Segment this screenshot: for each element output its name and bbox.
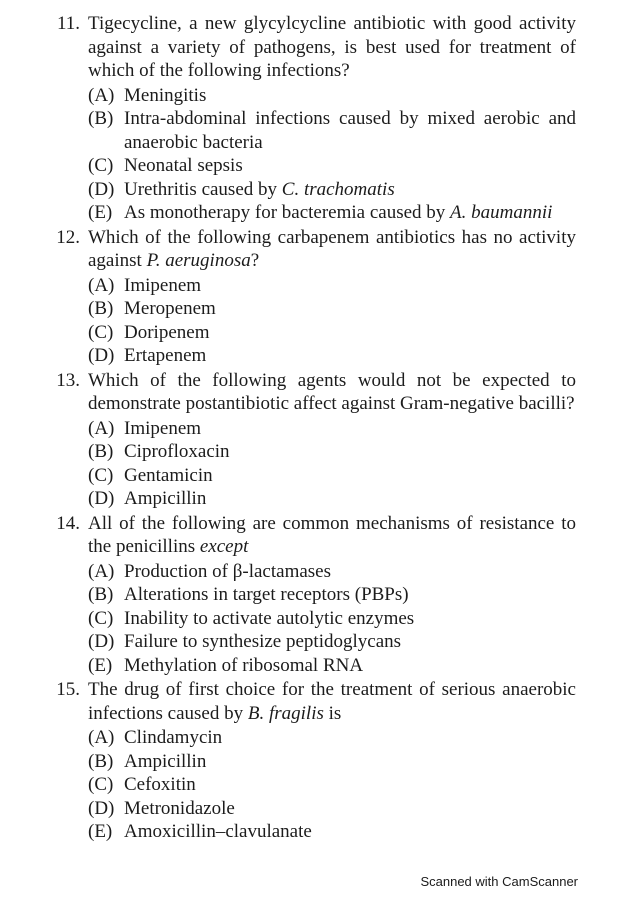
option-text-part: Neonatal sepsis	[124, 155, 243, 176]
answer-option	[88, 726, 638, 750]
option-text	[124, 726, 576, 750]
option-list	[0, 84, 638, 225]
camscanner-watermark: Scanned with CamScanner	[420, 874, 578, 889]
option-text	[124, 107, 576, 154]
answer-option	[88, 440, 638, 464]
option-text	[124, 750, 576, 774]
option-label: (C)	[88, 464, 114, 486]
answer-option	[88, 107, 638, 154]
stem-text: is	[323, 702, 342, 724]
question-14	[0, 512, 638, 678]
question-stem-row	[0, 512, 638, 559]
answer-option	[88, 344, 638, 368]
option-label: (B)	[88, 584, 114, 605]
option-text-part: Gentamicin	[124, 464, 213, 486]
question-page	[0, 12, 638, 845]
question-stem	[88, 678, 576, 725]
option-text-part: Metronidazole	[124, 797, 235, 819]
option-text-part: Production of β-lactamases	[124, 560, 331, 582]
italic-term: except	[199, 536, 249, 557]
question-list	[0, 12, 638, 844]
option-label: (B)	[88, 108, 114, 129]
option-text	[124, 583, 576, 607]
option-text	[124, 417, 576, 441]
option-text-part: Meningitis	[124, 84, 207, 106]
option-text	[124, 440, 576, 464]
answer-option	[88, 820, 638, 844]
answer-option	[88, 607, 638, 631]
option-text-part: Intra-abdominal infections caused by mixed aerobic and anaerobic bacteria	[124, 108, 576, 153]
option-text-part: Clindamycin	[124, 727, 223, 748]
option-label: (A)	[88, 560, 115, 582]
question-stem-row	[0, 226, 638, 273]
option-label: (E)	[88, 654, 113, 676]
answer-option	[88, 654, 638, 678]
option-text-part: Ertapenem	[124, 345, 207, 366]
option-label: (C)	[88, 155, 114, 176]
option-label: (C)	[88, 321, 114, 343]
option-text-part: Alterations in target receptors (PBPs)	[124, 584, 409, 605]
option-list	[0, 726, 638, 844]
stem-text: ?	[250, 250, 260, 271]
stem-text: Which of the following agents would not be expected to demonstrate postantibiotic affect against Gram-negative bacilli?	[88, 369, 576, 414]
answer-option	[88, 321, 638, 345]
question-stem	[88, 369, 576, 416]
option-label: (A)	[88, 274, 115, 296]
italic-term: P. aeruginosa	[146, 250, 251, 271]
option-text	[124, 487, 576, 511]
option-label: (A)	[88, 84, 115, 106]
answer-option	[88, 274, 638, 298]
option-label: (B)	[88, 441, 114, 462]
option-text-part: Inability to activate autolytic enzymes	[124, 607, 415, 629]
option-text	[124, 84, 576, 108]
option-label: (B)	[88, 298, 114, 319]
answer-option	[88, 417, 638, 441]
option-label: (D)	[88, 488, 115, 509]
option-label: (E)	[88, 202, 113, 223]
option-text	[124, 344, 576, 368]
option-label: (E)	[88, 821, 113, 842]
answer-option	[88, 560, 638, 584]
italic-term: C. trachomatis	[281, 178, 395, 200]
option-text	[124, 297, 576, 321]
option-label: (A)	[88, 417, 115, 439]
option-text-part: As monotherapy for bacteremia caused by	[124, 202, 451, 223]
question-number: 14.	[56, 512, 80, 534]
option-text-part: Urethritis caused by	[124, 178, 282, 200]
option-label: (B)	[88, 750, 114, 772]
answer-option	[88, 773, 638, 797]
answer-option	[88, 201, 638, 225]
answer-option	[88, 797, 638, 821]
question-stem-row	[0, 369, 638, 416]
option-label: (C)	[88, 774, 114, 795]
option-text	[124, 274, 576, 298]
option-text-part: Meropenem	[124, 298, 216, 319]
option-text	[124, 797, 576, 821]
option-label: (A)	[88, 727, 115, 748]
option-text	[124, 178, 576, 202]
answer-option	[88, 154, 638, 178]
option-text	[124, 820, 576, 844]
option-text-part: Failure to synthesize peptidoglycans	[124, 631, 402, 652]
answer-option	[88, 630, 638, 654]
option-text-part: Doripenem	[124, 321, 210, 343]
option-label: (D)	[88, 178, 115, 200]
stem-text: All of the following are common mechanisms of resistance to the penicillins	[88, 512, 576, 557]
answer-option	[88, 84, 638, 108]
option-text	[124, 630, 576, 654]
answer-option	[88, 750, 638, 774]
option-list	[0, 274, 638, 368]
option-text-part: Ampicillin	[124, 488, 207, 509]
stem-text: The drug of first choice for the treatment of serious anaerobic infections caused by	[88, 679, 576, 724]
question-number: 11.	[56, 13, 80, 34]
question-15	[0, 678, 638, 844]
option-list	[0, 417, 638, 511]
option-text-part: Imipenem	[124, 417, 202, 439]
option-text-part: Methylation of ribosomal RNA	[124, 654, 364, 676]
question-stem	[88, 512, 576, 559]
option-text-part: Ciprofloxacin	[124, 441, 230, 462]
italic-term: B. fragilis	[247, 702, 324, 724]
option-list	[0, 560, 638, 678]
option-text	[124, 321, 576, 345]
answer-option	[88, 487, 638, 511]
question-number: 15.	[56, 679, 80, 700]
question-stem-row	[0, 678, 638, 725]
option-text	[124, 464, 576, 488]
option-text-part: Amoxicillin–clavulanate	[124, 821, 312, 842]
option-label: (D)	[88, 797, 115, 819]
option-text	[124, 201, 576, 225]
answer-option	[88, 297, 638, 321]
option-label: (D)	[88, 631, 115, 652]
answer-option	[88, 464, 638, 488]
question-number: 13.	[56, 369, 80, 391]
question-stem	[88, 226, 576, 273]
question-number: 12.	[56, 226, 80, 248]
question-11	[0, 12, 638, 225]
stem-text: Which of the following carbapenem antibiotics has no activity against	[88, 226, 576, 271]
answer-option	[88, 178, 638, 202]
question-13	[0, 369, 638, 511]
option-label: (D)	[88, 345, 115, 366]
option-text	[124, 154, 576, 178]
question-stem-row	[0, 12, 638, 83]
option-label: (C)	[88, 607, 114, 629]
option-text	[124, 560, 576, 584]
option-text-part: Ampicillin	[124, 750, 207, 772]
answer-option	[88, 583, 638, 607]
option-text	[124, 773, 576, 797]
option-text	[124, 607, 576, 631]
option-text	[124, 654, 576, 678]
option-text-part: Cefoxitin	[124, 774, 196, 795]
option-text-part: Imipenem	[124, 274, 202, 296]
stem-text: Tigecycline, a new glycylcycline antibiotic with good activity against a variety of pathogens, is best used for treatment of which of the following infections?	[88, 13, 576, 81]
question-12	[0, 226, 638, 368]
question-stem	[88, 12, 576, 83]
italic-term: A. baumannii	[450, 202, 553, 223]
